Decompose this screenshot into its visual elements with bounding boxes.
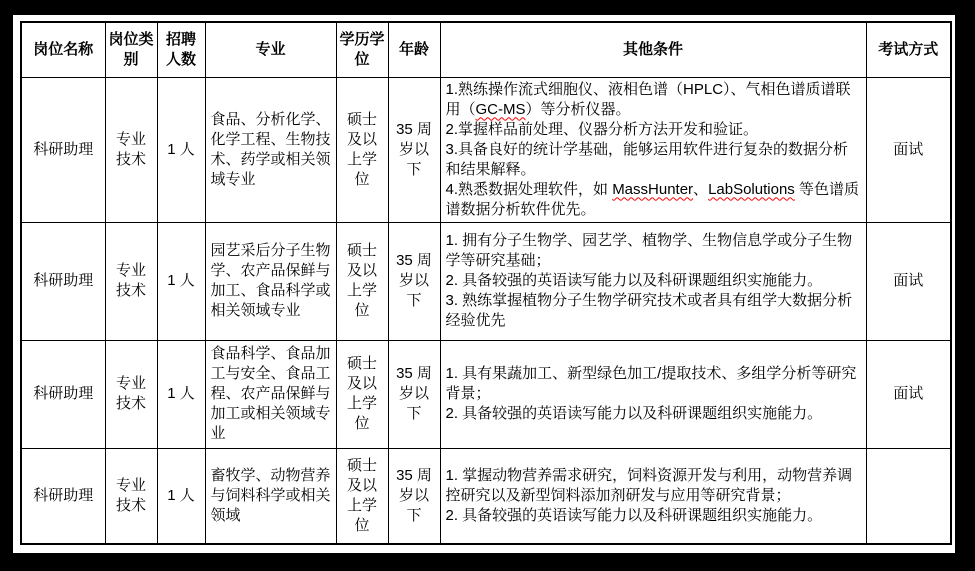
cell-exam: 面试	[866, 340, 951, 448]
table-row	[21, 77, 951, 222]
document-page	[13, 15, 955, 553]
column-header-major: 专业	[205, 22, 336, 77]
condition-text: 2.掌握样品前处理、仪器分析方法开发和验证。	[445, 120, 759, 138]
cell-degree: 硕士及以上学位	[336, 77, 388, 222]
cell-age: 35 周岁以下	[388, 77, 440, 222]
column-header-degree: 学历学位	[336, 22, 388, 77]
cell-conditions	[440, 222, 866, 340]
condition-text: 3.具备良好的统计学基础，能够运用软件进行复杂的数据分析和结果解释。	[445, 140, 849, 178]
table-row	[21, 448, 951, 544]
cell-age: 35 周岁以下	[388, 448, 440, 544]
condition-text: ）等分析仪器。	[525, 100, 631, 118]
column-header-position: 岗位名称	[21, 22, 105, 77]
cell-degree: 硕士及以上学位	[336, 340, 388, 448]
cell-major: 食品、分析化学、化学工程、生物技术、药学或相关领域专业	[205, 77, 336, 222]
cell-headcount: 1 人	[157, 77, 205, 222]
condition-item	[446, 231, 861, 271]
cell-category: 专业技术	[105, 448, 157, 544]
condition-text: 2. 具备较强的英语读写能力以及科研课题组织实施能力。	[445, 405, 823, 422]
cell-degree: 硕士及以上学位	[336, 448, 388, 544]
cell-major: 畜牧学、动物营养与饲料科学或相关领域	[205, 448, 336, 544]
condition-item	[446, 364, 861, 404]
cell-position: 科研助理	[21, 340, 105, 448]
cell-age: 35 周岁以下	[388, 340, 440, 448]
cell-category: 专业技术	[105, 340, 157, 448]
condition-text: 1.熟练操作流式细胞仪、液相色谱（HPLC）、气相色谱质谱联用（	[445, 80, 851, 118]
cell-conditions	[440, 340, 866, 448]
condition-text: 2. 具备较强的英语读写能力以及科研课题组织实施能力。	[445, 272, 823, 289]
condition-text: 3. 熟练掌握植物分子生物学研究技术或者具有组学大数据分析经验优先	[445, 292, 853, 329]
column-header-exam: 考试方式	[866, 22, 951, 77]
recruitment-table	[20, 21, 952, 545]
cell-major: 食品科学、食品加工与安全、食品工程、农产品保鲜与加工或相关领域专业	[205, 340, 336, 448]
cell-headcount: 1 人	[157, 340, 205, 448]
cell-conditions	[440, 448, 866, 544]
condition-item	[446, 180, 861, 220]
misspelled-term: GC-MS	[475, 100, 526, 118]
condition-item	[446, 466, 861, 506]
condition-item	[446, 271, 861, 291]
condition-text: 1. 具有果蔬加工、新型绿色加工/提取技术、多组学分析等研究背景；	[445, 365, 857, 402]
cell-position: 科研助理	[21, 222, 105, 340]
condition-text: 、	[693, 180, 709, 198]
cell-headcount: 1 人	[157, 448, 205, 544]
cell-position: 科研助理	[21, 77, 105, 222]
column-header-category: 岗位类别	[105, 22, 157, 77]
condition-item	[446, 140, 861, 180]
cell-position: 科研助理	[21, 448, 105, 544]
cell-exam: 面试	[866, 77, 951, 222]
column-header-headcount: 招聘人数	[157, 22, 205, 77]
cell-headcount: 1 人	[157, 222, 205, 340]
misspelled-term: MassHunter	[612, 180, 694, 198]
cell-category: 专业技术	[105, 77, 157, 222]
column-header-conditions: 其他条件	[440, 22, 866, 77]
misspelled-term: LabSolutions	[708, 180, 795, 198]
condition-item	[446, 404, 861, 424]
cell-conditions	[440, 77, 866, 222]
condition-item	[446, 506, 861, 526]
condition-item	[446, 120, 861, 140]
cell-major: 园艺采后分子生物学、农产品保鲜与加工、食品科学或相关领域专业	[205, 222, 336, 340]
condition-text: 1. 拥有分子生物学、园艺学、植物学、生物信息学或分子生物学等研究基础；	[445, 232, 853, 269]
cell-age: 35 周岁以下	[388, 222, 440, 340]
cell-degree: 硕士及以上学位	[336, 222, 388, 340]
condition-text: 等色谱质谱数据分析软件优先。	[445, 180, 859, 218]
condition-item	[446, 291, 861, 331]
cell-exam: 面试	[866, 222, 951, 340]
cell-exam	[866, 448, 951, 544]
condition-text: 4.熟悉数据处理软件，如	[445, 180, 613, 198]
condition-item	[446, 80, 861, 120]
table-row	[21, 340, 951, 448]
condition-text: 2. 具备较强的英语读写能力以及科研课题组织实施能力。	[445, 506, 823, 524]
table-body	[21, 77, 951, 544]
condition-text: 1. 掌握动物营养需求研究，饲料资源开发与利用，动物营养调控研究以及新型饲料添加剂研发与应用等研究背景；	[445, 466, 853, 504]
table-header	[21, 22, 951, 77]
column-header-age: 年龄	[388, 22, 440, 77]
header-row	[21, 22, 951, 77]
table-row	[21, 222, 951, 340]
cell-category: 专业技术	[105, 222, 157, 340]
